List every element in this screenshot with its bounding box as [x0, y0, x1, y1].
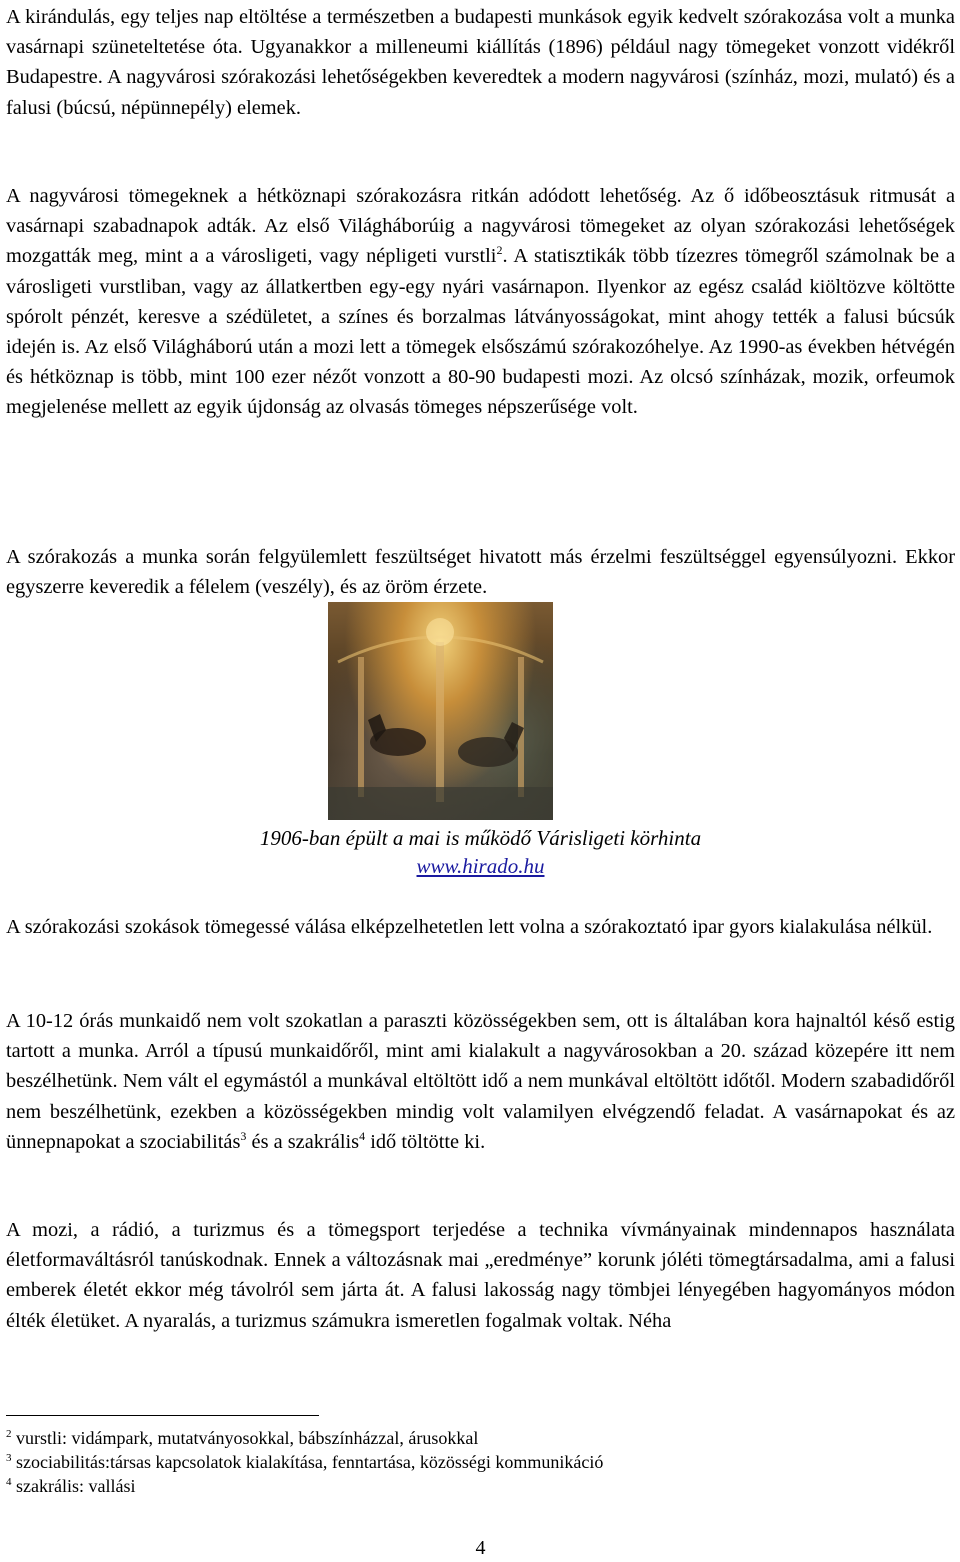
footnote-2 [6, 1426, 955, 1450]
footnote-ref-2[interactable]: 2 [496, 243, 503, 258]
footnote-text: szakrális: vallási [16, 1476, 136, 1496]
carousel-photo [328, 602, 553, 820]
paragraph-text: idő töltötte ki. [365, 1130, 486, 1153]
footnote-4 [6, 1474, 955, 1498]
footnote-number: 4 [6, 1476, 12, 1488]
carousel-illustration [328, 602, 553, 820]
footnote-ref-3[interactable]: 3 [240, 1129, 247, 1144]
footnote-number: 2 [6, 1428, 12, 1440]
paragraph-working-hours [6, 1006, 955, 1157]
paragraph-text: és a szakrális [246, 1130, 360, 1153]
footnotes [6, 1426, 955, 1498]
paragraph-text: A 10-12 órás munkaidő nem volt szokatlan a paraszti közösségekben sem, ott is általában kora hajnaltól késő estig tartott a munka. Arról a típusú munkaidőről, mint ami kialakult a nagyvárosokban a 20. század közepére itt nem beszélhetünk. Nem vált el egymástól a munkával eltöltött idő a nem munkával eltöltött időtől. Modern szabadidőről nem beszélhetünk, ezekben a közösségekben mindig volt valamilyen elvégzendő feladat. A vasárnapokat és az ünnepnapokat a szociabilitás [6, 1010, 955, 1153]
paragraph-tension: A szórakozás a munka során felgyülemlett feszültséget hivatott más érzelmi feszültséggel egyensúlyozni. Ekkor egyszerre keveredik a félelem (veszély), és az öröm érzete. [6, 546, 955, 599]
paragraph-text: A nagyvárosi tömegeknek a hétköznapi szórakozásra ritkán adódott lehetőség. Az ő időbeosztásuk ritmusát a vasárnapi szabadnapok adták. Az első Világháborúig a nagyvárosi tömegeket az olyan szórakozási lehetőségek mozgatták meg, mint a a városligeti, vagy népligeti vurstli [6, 185, 955, 268]
figure-caption: 1906-ban épült a mai is működő Várisligeti körhinta [259, 826, 702, 850]
paragraph-urban-masses [6, 181, 955, 423]
footnote-3 [6, 1450, 955, 1474]
footnote-text: vurstli: vidámpark, mutatványosokkal, bábszínházzal, árusokkal [16, 1428, 479, 1448]
figure-source [6, 852, 955, 880]
footnote-ref-4[interactable]: 4 [359, 1129, 366, 1144]
source-link[interactable]: www.hirado.hu [416, 854, 545, 878]
paragraph-excursion: A kirándulás, egy teljes nap eltöltése a természetben a budapesti munkások egyik kedvelt szórakozása volt a munka vasárnapi szüneteltetése óta. Ugyanakkor a milleneumi kiállítás (1896) például nagy tömegeket vonzott vidékről Budapestre. A nagyvárosi szórakozási lehetőségekben keveredtek a modern nagyvárosi (színház, mozi, mulató) és a falusi (búcsú, népünnepély) elemek. [6, 6, 955, 119]
page-number: 4 [475, 1537, 486, 1559]
paragraph-text: . A statisztikák több tízezres tömegről számolnak be a városligeti vurstliban, vagy az állatkertben egy-egy nyári vasárnapon. Ilyenkor az egész család kiöltözve költötte spórolt pénzét, keresve a szédületet, a színes és borzalmas látványosságokat, mint ahogy tették a falusi búcsúk idején is. Az első Világháború után a mozi lett a tömegek elsőszámú szórakozóhelye. Az 1990-as években hétvégén és hétköznap is több, mint 100 ezer nézőt vonzott a 80-90 budapesti mozi. Az olcsó színházak, mozik, orfeumok megjelenése mellett az egyik újdonság az olvasás tömeges népszerűsége volt. [6, 245, 955, 419]
paragraph-lifestyle-change: A mozi, a rádió, a turizmus és a tömegsport terjedése a technika vívmányainak mindennapos használata életformaváltásról tanúskodnak. Ennek a változásnak mai „eredménye” korunk jóléti tömegtársadalma, ami a falusi emberek életét ekkor még távolról sem járta át. A falusi lakosság nagy tömbjei lényegében hagyományos módon élték életüket. A nyaralás, a turizmus számukra ismeretlen fogalmak voltak. Néha [6, 1219, 955, 1332]
footnote-number: 3 [6, 1452, 12, 1464]
footnote-text: szociabilitás:társas kapcsolatok kialakítása, fenntartása, közösségi kommunikáció [16, 1452, 604, 1472]
footnote-divider [6, 1415, 319, 1416]
paragraph-entertainment-industry: A szórakozási szokások tömegessé válása elképzelhetetlen lett volna a szórakoztató ipar gyors kialakulása nélkül. [6, 916, 933, 938]
